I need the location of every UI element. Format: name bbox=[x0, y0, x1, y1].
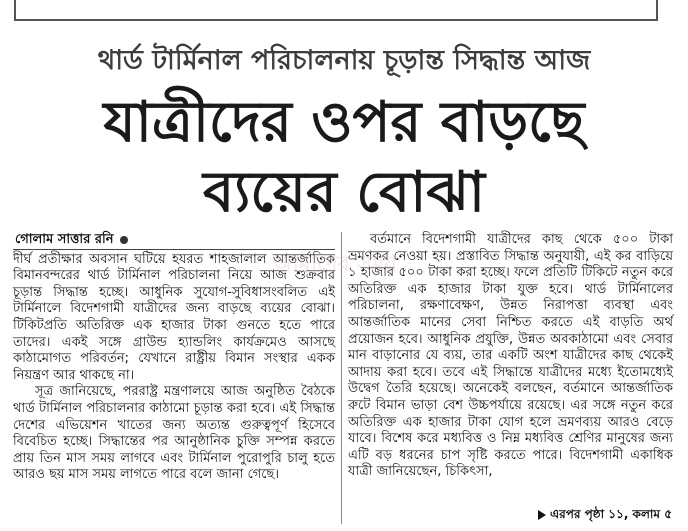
headline-line-1: যাত্রীদের ওপর বাড়ছে bbox=[103, 90, 585, 155]
paragraph-right-1: বর্তমানে বিদেশগামী যাত্রীদের কাছ থেকে ৫০০ টাকা ভ্রমণকর নেওয়া হয়। প্রস্তাবিত সিদ্ধান্ত অনুযায়ী, এই কর বাড়িয়ে ১ হাজার ৫০০ টাকা করা হচ্ছে। ফলে প্রতিটি টিকিটে নতুন করে অতিরিক্ত এক হাজার টাকা যুক্ত হবে। থার্ড টার্মিনালের পরিচালনা, রক্ষণাবেক্ষণ, উন্নত নিরাপত্তা ব্যবস্থা এবং আন্তর্জাতিক মানের সেবা নিশ্চিত করতে এই বাড়তি অর্থ প্রয়োজন হবে। আধুনিক প্রযুক্তি, উন্নত অবকাঠামো এবং সেবার মান বাড়ানোর যে ব্যয়, তার একটি অংশ যাত্রীদের কাছ থেকেই আদায় করা হবে। তবে এই সিদ্ধান্তে যাত্রীদের মধ্যে ইতোমধ্যেই উদ্বেগ তৈরি হয়েছে। অনেকেই বলছেন, বর্তমানে আন্তর্জাতিক রুটে বিমান ভাড়া বেশ উচ্চপর্যায়ে রয়েছে। এর সঙ্গে নতুন করে অতিরিক্ত এক হাজার টাকা যোগ হলে ভ্রমণব্যয় আরও বেড়ে যাবে। বিশেষ করে মধ্যবিত্ত ও নিম্ন মধ্যবিত্ত শ্রেণির মানুষের জন্য এটি বড় ধরনের চাপ সৃষ্টি করতে পারে। বিদেশগামী একাধিক যাত্রী জানিয়েছেন, চিকিৎসা, bbox=[348, 232, 673, 480]
paragraph-left-1: দীর্ঘ প্রতীক্ষার অবসান ঘটিয়ে হযরত শাহজালাল আন্তর্জাতিক বিমানবন্দরের থার্ড টার্মিনাল পরিচালনা নিয়ে আজ শুক্রবার চূড়ান্ত সিদ্ধান্ত হচ্ছে। আধুনিক সুযোগ-সুবিধাসংবলিত এই টার্মিনালে বিদেশগামী যাত্রীদের জন্য বাড়ছে ব্যয়ের বোঝা। টিকিটপ্রতি অতিরিক্ত এক হাজার টাকা গুনতে হতে পারে তাদের। একই সঙ্গে গ্রাউন্ড হ্যান্ডলিং কার্যক্রমেও আসছে কাঠামোগত পরিবর্তন; যেখানে রাষ্ট্রীয় বিমান সংস্থার একক নিয়ন্ত্রণ আর থাকছে না। bbox=[13, 251, 335, 383]
paragraph-left-2: সূত্র জানিয়েছে, পররাষ্ট্র মন্ত্রণালয়ে আজ অনুষ্ঠিত বৈঠকে থার্ড টার্মিনাল পরিচালনার কাঠামো চূড়ান্ত করা হবে। এই সিদ্ধান্ত দেশের এভিয়েশন খাতের জন্য অত্যন্ত গুরুত্বপূর্ণ হিসেবে বিবেচিত হচ্ছে। সিদ্ধান্তের পর আনুষ্ঠানিক চুক্তি সম্পন্ন করতে প্রায় তিন মাস সময় লাগবে এবং টার্মিনাল পুরোপুরি চালু হতে আরও ছয় মাস সময় লাগতে পারে বলে জানা গেছে। bbox=[13, 384, 335, 483]
continued-label: এরপর পৃষ্ঠা ১১, কলাম ৫ bbox=[549, 507, 672, 521]
watermark-logo bbox=[255, 246, 415, 280]
watermark-text: আমাদের সময় bbox=[272, 252, 398, 277]
byline-author: গোলাম সাত্তার রনি bbox=[15, 232, 114, 247]
headline-line-2: ব্যয়ের বোঝা bbox=[203, 160, 485, 225]
previous-article-frame bbox=[14, 0, 658, 21]
byline-dot-icon bbox=[120, 236, 128, 244]
article-kicker: থার্ড টার্মিনাল পরিচালনায় চূড়ান্ত সিদ্ধান্ত আজ bbox=[97, 45, 591, 76]
continued-on-page[interactable] bbox=[524, 505, 674, 527]
arrow-right-icon bbox=[538, 510, 546, 520]
